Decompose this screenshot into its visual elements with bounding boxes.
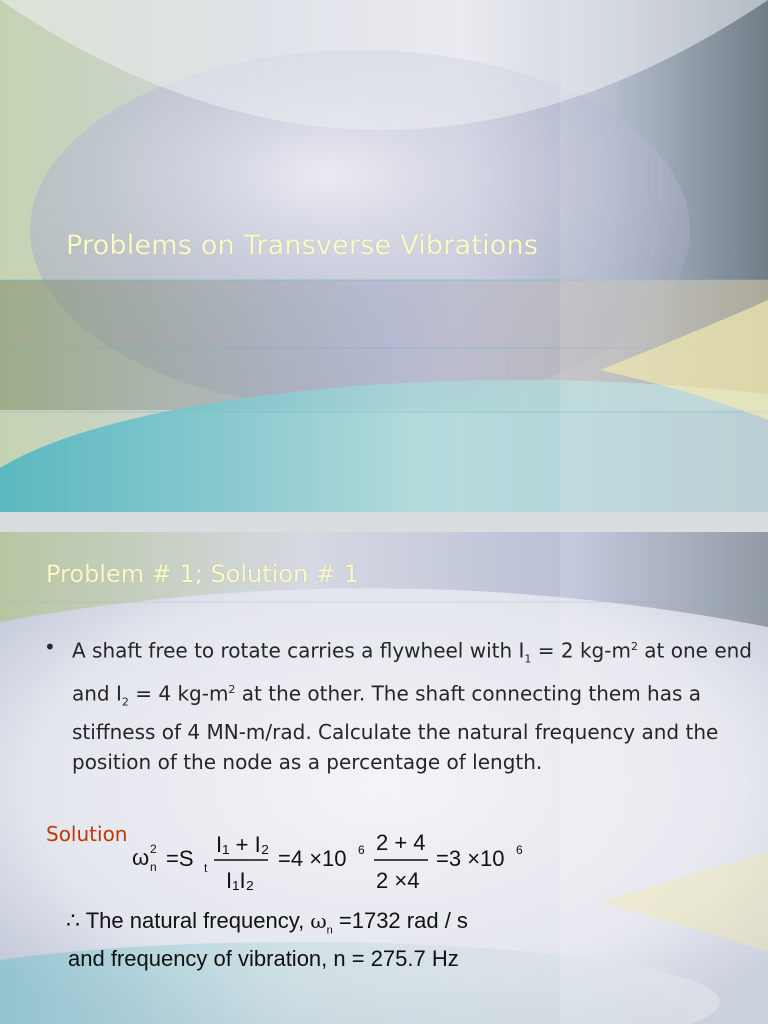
power-2: 6 xyxy=(516,843,523,857)
power-1: 6 xyxy=(358,843,365,857)
st-sub: t xyxy=(204,861,208,875)
omega-sub: n xyxy=(150,860,157,874)
slide-title: Problems on Transverse Vibrations xyxy=(66,230,539,261)
omega-sup: 2 xyxy=(150,842,157,856)
eq-part-2: =4 ×10 xyxy=(278,846,347,871)
eq-part-3: =3 ×10 xyxy=(436,846,505,871)
bullet-dot: • xyxy=(44,635,56,659)
slide-title: Problem # 1; Solution # 1 xyxy=(46,560,359,588)
fraction-2-denominator: 2 ×4 xyxy=(376,868,420,893)
problem-text: A shaft free to rotate carries a flywheel with $I_1 = 2$ $kg-m^2$ at one end and $I_2 = 4$ $kg-m^2$ at the other. The shaft connecting them has a stiffness of 4 MN-m/rad. Calculate the natural frequency and the position of the node as a percentage of length. xyxy=(72,638,752,775)
content-slide xyxy=(0,512,768,1024)
solution-label: Solution xyxy=(46,822,128,846)
fraction-2-numerator: 2 + 4 xyxy=(376,830,426,855)
omega-symbol: ω xyxy=(132,845,150,870)
natural-frequency-equation xyxy=(120,822,540,902)
frequency-of-vibration-result: and frequency of vibration, n = 275.7 Hz xyxy=(68,946,459,971)
eq-part-1: =S xyxy=(166,846,194,871)
fraction-1-denominator: I₁I₂ xyxy=(226,868,255,893)
fraction-1-numerator: I₁ + I₂ xyxy=(216,832,270,857)
natural-frequency-result: ∴ The natural frequency, $\omega_n =1732$ rad / s xyxy=(66,908,468,937)
problem-statement xyxy=(44,632,756,777)
